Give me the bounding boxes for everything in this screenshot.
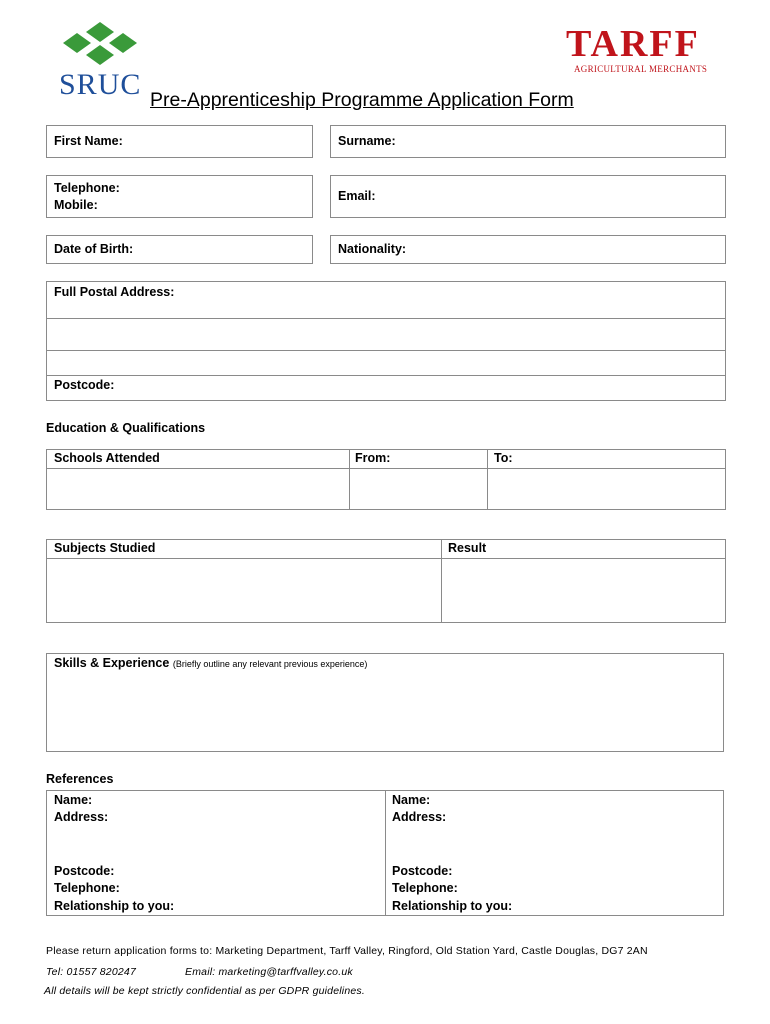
- divider: [47, 350, 725, 351]
- address-field[interactable]: [46, 281, 726, 401]
- schools-table: [46, 449, 726, 510]
- subjects-studied-header: Subjects Studied: [54, 541, 156, 555]
- schools-attended-header: Schools Attended: [54, 451, 160, 465]
- subjects-studied-input[interactable]: [47, 559, 440, 622]
- references-heading: References: [46, 772, 114, 786]
- page-title: Pre-Apprenticeship Programme Application Form: [150, 89, 574, 111]
- nationality-field[interactable]: [330, 235, 726, 264]
- result-header: Result: [448, 541, 487, 555]
- ref1-name-label: Name:: [54, 793, 93, 807]
- confidentiality-note: All details will be kept strictly confidential as per GDPR guidelines.: [44, 985, 365, 997]
- email-field[interactable]: [330, 175, 726, 218]
- reference-1[interactable]: [47, 791, 384, 915]
- email-label: Email:: [338, 189, 376, 203]
- telephone-label: Telephone:: [54, 181, 120, 195]
- surname-label: Surname:: [338, 134, 396, 148]
- mobile-label: Mobile:: [54, 198, 98, 212]
- schools-attended-input[interactable]: [47, 469, 348, 509]
- from-input[interactable]: [350, 469, 486, 509]
- sruc-logo-text: SRUC: [59, 68, 142, 101]
- sruc-diamonds-icon: [55, 20, 145, 70]
- postcode-label: Postcode:: [54, 378, 115, 392]
- from-header: From:: [355, 451, 391, 465]
- to-input[interactable]: [488, 469, 725, 509]
- references-table: [46, 790, 724, 916]
- dob-field[interactable]: [46, 235, 313, 264]
- footer-telephone: Tel: 01557 820247: [46, 966, 137, 978]
- ref2-name-label: Name:: [392, 793, 431, 807]
- divider: [47, 318, 725, 319]
- surname-field[interactable]: [330, 125, 726, 158]
- return-instructions: Please return application forms to: Marketing Department, Tarff Valley, Ringford, Old Station Yard, Castle Douglas, DG7 2AN: [46, 945, 648, 957]
- divider: [47, 375, 725, 376]
- skills-field[interactable]: [46, 653, 724, 752]
- tarff-logo: [566, 23, 741, 78]
- nationality-label: Nationality:: [338, 242, 407, 256]
- to-header: To:: [494, 451, 513, 465]
- education-heading: Education & Qualifications: [46, 421, 206, 435]
- first-name-label: First Name:: [54, 134, 123, 148]
- skills-label: [54, 655, 367, 673]
- ref2-postcode-label: Postcode:: [392, 864, 453, 878]
- reference-2[interactable]: [386, 791, 723, 915]
- ref2-relationship-label: Relationship to you:: [392, 899, 513, 913]
- tarff-logo-subtext: AGRICULTURAL MERCHANTS: [574, 64, 708, 74]
- ref1-address-label: Address:: [54, 810, 109, 824]
- skills-hint: (Briefly outline any relevant previous experience): [172, 659, 368, 669]
- ref2-telephone-label: Telephone:: [392, 881, 458, 895]
- dob-label: Date of Birth:: [54, 242, 134, 256]
- subjects-table: [46, 539, 726, 623]
- result-input[interactable]: [442, 559, 725, 622]
- ref2-address-label: Address:: [392, 810, 447, 824]
- address-label: Full Postal Address:: [54, 285, 175, 299]
- tarff-logo-text: TARFF: [566, 23, 700, 65]
- footer-email: Email: marketing@tarffvalley.co.uk: [185, 966, 353, 978]
- ref1-relationship-label: Relationship to you:: [54, 899, 175, 913]
- telephone-field[interactable]: [46, 175, 313, 218]
- ref1-postcode-label: Postcode:: [54, 864, 115, 878]
- sruc-logo: [55, 20, 145, 100]
- skills-label-text: Skills & Experience: [54, 656, 170, 670]
- ref1-telephone-label: Telephone:: [54, 881, 120, 895]
- first-name-field[interactable]: [46, 125, 313, 158]
